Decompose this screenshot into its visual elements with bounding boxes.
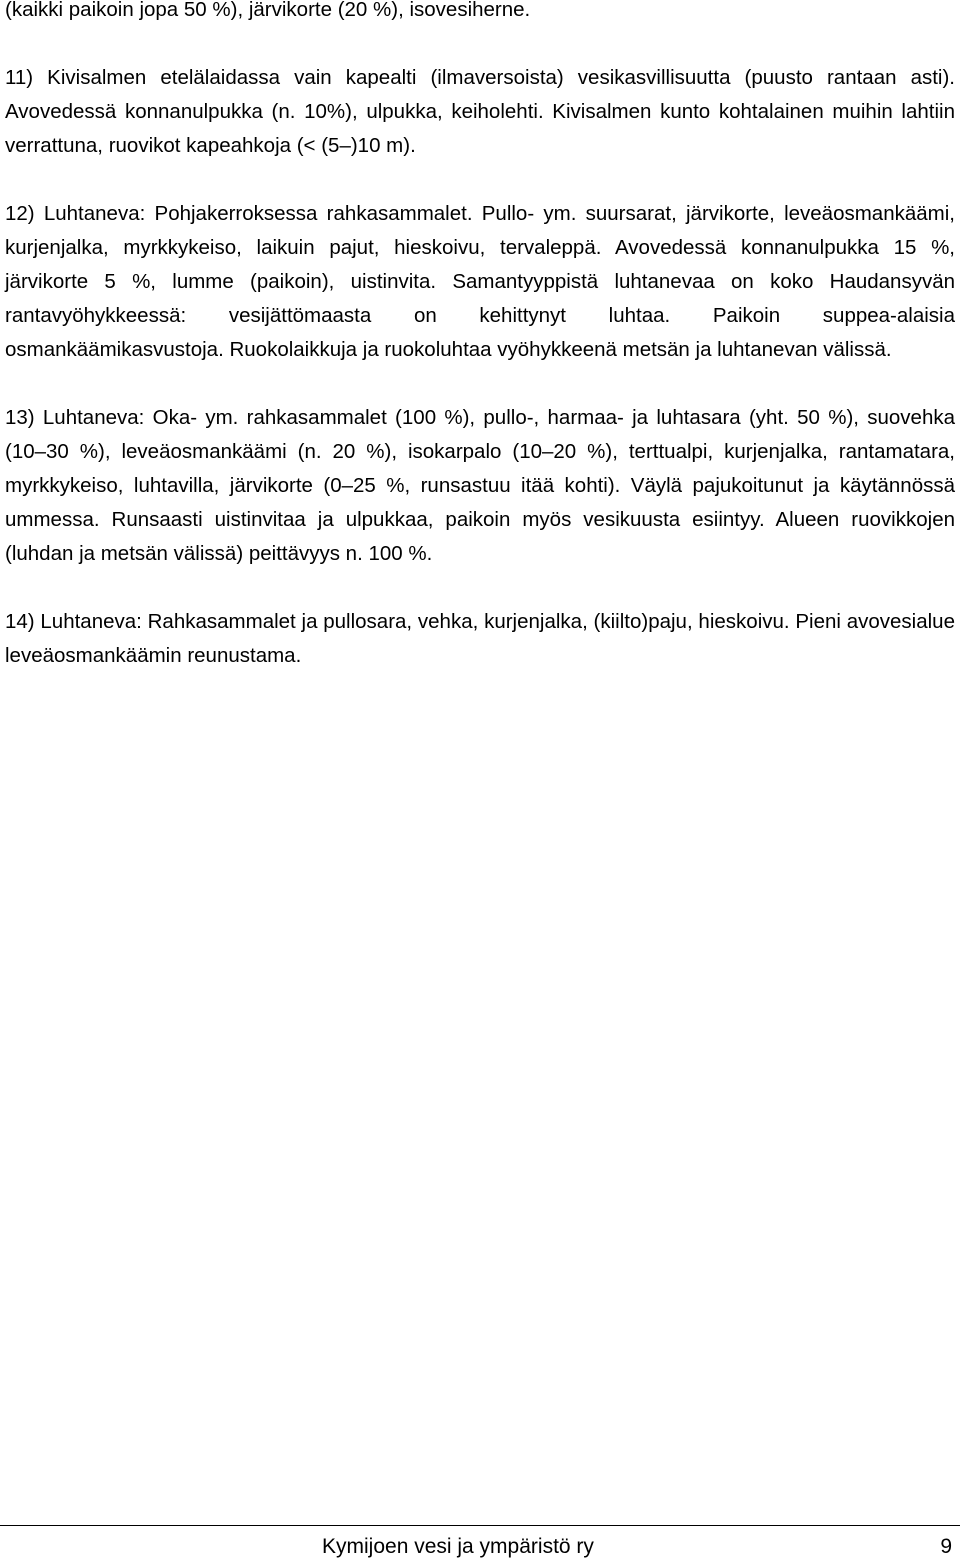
document-body [5, 0, 955, 707]
footer-organization: Kymijoen vesi ja ympäristö ry [322, 1535, 594, 1558]
paragraph-site-12: 12) Luhtaneva: Pohjakerroksessa rahkasammalet. Pullo- ym. suursarat, järvikorte, leveäosmankäämi, kurjenjalka, myrkkykeiso, laikuin pajut, hieskoivu, tervaleppä. Avovedessä konnanulpukka 15 %, järvikorte 5 %, lumme (paikoin), uistinvita. Samantyyppistä luhtanevaa on koko Haudansyvän rantavyöhykkeessä: vesijättömaasta on kehittynyt luhtaa. Paikoin suppea-alaisia osmankäämikasvustoja. Ruokolaikkuja ja ruokoluhtaa vyöhykkeenä metsän ja luhtanevan välissä. [5, 202, 955, 361]
page-footer [0, 1525, 960, 1564]
paragraph-site-11: 11) Kivisalmen etelälaidassa vain kapealti (ilmaversoista) vesikasvillisuutta (puusto rantaan asti). Avovedessä konnanulpukka (n. 10%), ulpukka, keiholehti. Kivisalmen kunto kohtalainen muihin lahtiin verrattuna, ruovikot kapeahkoja (< (5–)10 m). [5, 66, 955, 157]
footer-divider [0, 1525, 960, 1526]
paragraph-site-14: 14) Luhtaneva: Rahkasammalet ja pullosara, vehka, kurjenjalka, (kiilto)paju, hieskoivu. Pieni avovesialue leveäosmankäämin reunustama. [5, 610, 955, 667]
paragraph-site-13: 13) Luhtaneva: Oka- ym. rahkasammalet (100 %), pullo-, harmaa- ja luhtasara (yht. 50 %), suovehka (10–30 %), leveäosmankäämi (n. 20 %), isokarpalo (10–20 %), terttualpi, kurjenjalka, rantamatara, myrkkykeiso, luhtavilla, järvikorte (0–25 %, runsastuu itää kohti). Väylä pajukoitunut ja käytännössä ummessa. Runsaasti uistinvitaa ja ulpukkaa, paikoin myös vesikuusta esiintyy. Alueen ruovikkojen (luhdan ja metsän välissä) peittävyys n. 100 %. [5, 406, 955, 565]
page-number: 9 [940, 1535, 952, 1558]
paragraph-continuation: (kaikki paikoin jopa 50 %), järvikorte (20 %), isovesiherne. [5, 0, 531, 21]
